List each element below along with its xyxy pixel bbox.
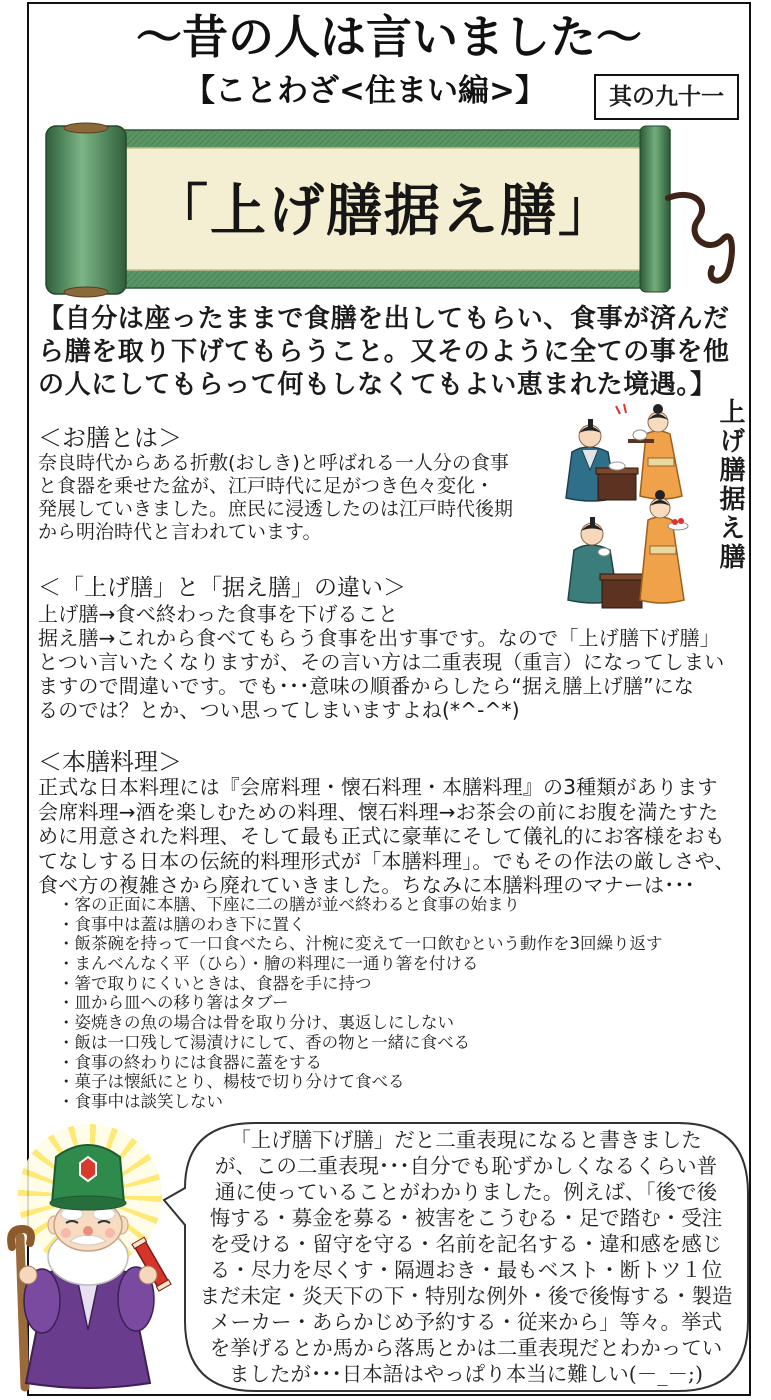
manner-item: ・飯茶碗を持って一口食べたら、汁椀に変えて一口飲むという動作を3回繰り返す xyxy=(58,934,663,954)
manner-item: ・食事の終わりには食器に蓋をする xyxy=(58,1052,322,1072)
section-text-line: 正式な日本料理には『会席料理・懐石料理・本膳料理』の3種類があります xyxy=(38,775,718,799)
bubble-line: 通に使っていることがわかりました。例えば、「後で後 xyxy=(214,1180,718,1204)
bubble-line: る・尽力を尽くす・隔週おき・最もベスト・断トツ１位 xyxy=(209,1258,723,1282)
manner-item: ・菓子は懐紙にとり、楊枝で切り分けて食べる xyxy=(58,1072,405,1092)
section-heading-honzen: ＜本膳料理＞ xyxy=(38,748,182,776)
bubble-line: が、この二重表現･･･自分でも恥ずかしくなるくらい普 xyxy=(214,1154,718,1178)
section-text-line: めに用意された料理、そして最も正式に豪華にそして儀礼的にお客様をおも xyxy=(38,824,725,849)
manner-item: ・食事中は談笑しない xyxy=(58,1091,223,1111)
meaning-line: の人にしてもらって何もしなくてもよい恵まれた境遇。】 xyxy=(38,370,717,400)
section-text-line: 奈良時代からある折敷(おしき)と呼ばれる一人分の食事 xyxy=(38,452,509,474)
manner-item: ・箸で取りにくいときは、食器を手に持つ xyxy=(58,973,372,993)
section-text-line: 会席料理→酒を楽しむための料理、懐石料理→お茶会の前にお腹を満たすた xyxy=(38,799,719,824)
speech-bubble-text xyxy=(190,1127,742,1387)
issue-badge: 其の九十一 xyxy=(594,74,739,120)
section-text-line: るのでは？とか、つい思ってしまいますよね(*^-^*) xyxy=(38,698,520,722)
bubble-line: を挙げるとか馬から落馬とかは二重表現だとわかってい xyxy=(209,1336,723,1360)
page-title: ～昔の人は言いました～ xyxy=(136,10,642,64)
manner-item: ・まんべんなく平（ひら）・膾の料理に一通り箸を付ける xyxy=(58,954,479,974)
section-text-line: てなしする日本の伝統的料理形式が「本膳料理」。でもその作法の厳しさや、 xyxy=(38,848,735,873)
section-heading-ozen: ＜お膳とは＞ xyxy=(38,424,182,452)
manner-item: ・姿焼きの魚の場合は骨を取り分け、裏返しにしない xyxy=(58,1013,454,1033)
manner-item: ・客の正面に本膳、下座に二の膳が並べ終わると食事の始まり xyxy=(58,895,520,914)
section-text-line: 上げ膳→食べ終わった食事を下げること xyxy=(38,602,399,626)
bubble-line: ましたが･･･日本語はやっぱり本当に難しい(－_－;) xyxy=(229,1362,703,1386)
bubble-line: 悔する・募金を募る・被害をこうむる・足で踏む・受注 xyxy=(209,1206,723,1230)
section-heading-difference: ＜「上げ膳」と「据え膳」の違い＞ xyxy=(38,575,406,601)
section-text-line: 据え膳→これから食べてもらう食事を出す事です。なので「上げ膳下げ膳」 xyxy=(38,626,720,650)
page-subtitle: 【ことわざ<住まい編>】 xyxy=(184,73,546,109)
meaning-line: ら膳を取り下げてもらうこと。又そのように全ての事を他 xyxy=(38,337,730,367)
section-text-line: から明治時代と言われています。 xyxy=(38,521,322,543)
section-text-line: 発展していきました。庶民に浸透したのは江戸時代後期 xyxy=(38,498,514,520)
manners-list xyxy=(58,895,746,1112)
bubble-line: メーカー・あらかじめ予約する・従来から」等々。挙式 xyxy=(209,1310,723,1334)
manner-item: ・飯は一口残して湯漬けにして、香の物と一緒に食べる xyxy=(58,1032,471,1052)
section-text-honzen xyxy=(38,775,748,898)
section-text-line: と食器を乗せた盆が、江戸時代に足がつき色々変化・ xyxy=(38,475,495,497)
bubble-line: を受ける・留守を守る・名前を記名する・違和感を感じ xyxy=(209,1232,723,1256)
old-sage-character-icon xyxy=(0,1125,185,1393)
proverb-meaning xyxy=(38,303,748,402)
section-text-line: 食べ方の複雑さから廃れていきました。ちなみに本膳料理のマナーは･･･ xyxy=(38,873,695,898)
section-text-line: とつい言いたくなりますが、その言い方は二重表現（重言）になってしまい xyxy=(38,650,725,674)
manner-item: ・食事中は蓋は膳のわき下に置く xyxy=(58,914,306,934)
section-text-difference xyxy=(38,602,746,722)
proverb-title: 「上げ膳据え膳」 xyxy=(152,179,616,244)
bubble-line: まだ未定・炎天下の下・特別な例外・後で後悔する・製造 xyxy=(199,1284,733,1308)
bubble-line: 「上げ膳下げ膳」だと二重表現になると書きました xyxy=(230,1128,702,1152)
vertical-proverb-label: 上げ膳据え膳 xyxy=(715,398,745,572)
meaning-line: 【自分は座ったままで食膳を出してもらい、食事が済んだ xyxy=(38,304,730,334)
section-text-ozen xyxy=(38,452,560,544)
section-text-line: ますので間違いです。でも･･･意味の順番からしたら“据え膳上げ膳”にな xyxy=(38,674,695,698)
manner-item: ・皿から皿への移り箸はタブー xyxy=(58,993,289,1013)
serving-meal-tray-illustration xyxy=(558,400,708,612)
